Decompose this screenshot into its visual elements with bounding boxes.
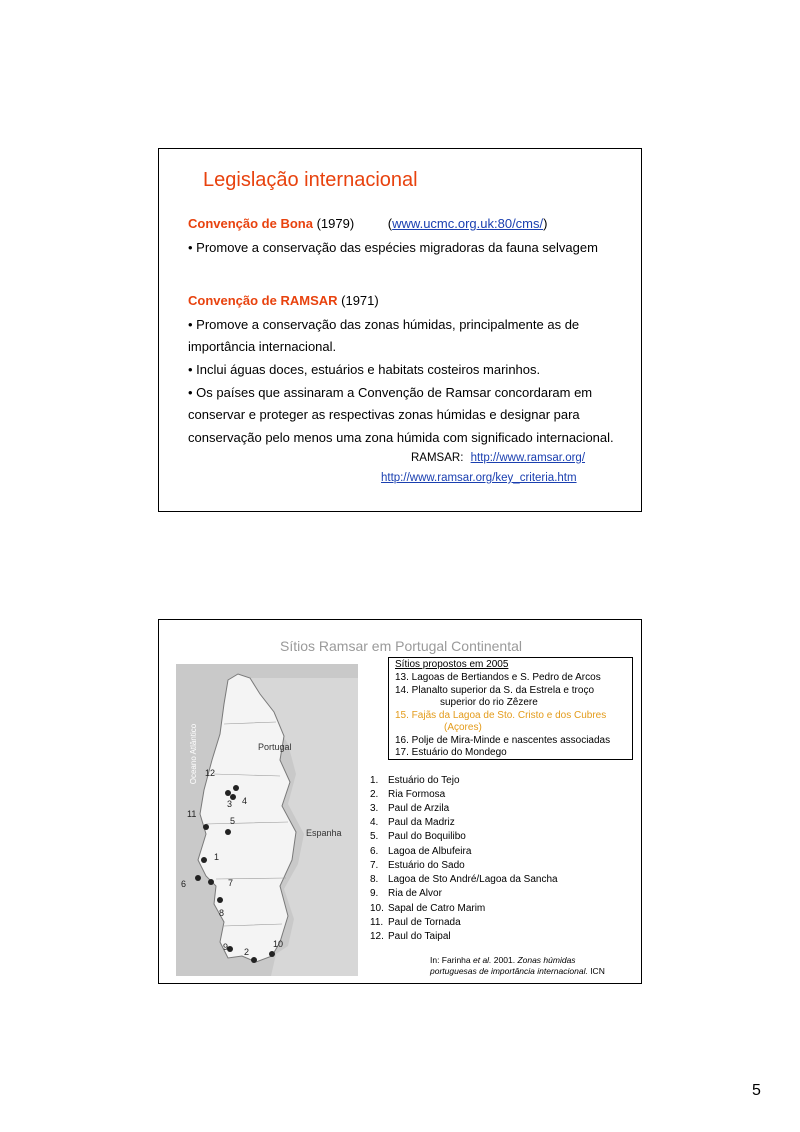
proposed-header: Sítios propostos em 2005 <box>395 659 509 670</box>
portugal-label: Portugal <box>258 742 292 752</box>
citation-etal: et al. <box>473 955 492 965</box>
slide-sitios-ramsar <box>158 619 642 984</box>
site-marker-10 <box>269 951 275 957</box>
site-name: Paul de Arzila <box>388 803 450 814</box>
site-list-item <box>370 917 461 929</box>
proposed-item: 16. Polje de Mira-Minde e nascentes associadas <box>395 735 611 746</box>
site-marker-8 <box>217 897 223 903</box>
citation-year: 2001. <box>491 955 518 965</box>
site-list-item <box>370 775 460 787</box>
bona-bullet: • Promove a conservação das espécies migradoras da fauna selvagem <box>188 240 598 255</box>
ramsar-line: importância internacional. <box>188 339 337 354</box>
slide-legislacao <box>158 148 642 512</box>
site-list-item <box>370 931 451 943</box>
ramsar-heading <box>188 293 379 309</box>
site-list-item <box>370 831 466 843</box>
site-name: Lagoa de Albufeira <box>388 846 472 857</box>
marker-label: 1 <box>214 852 220 862</box>
site-marker-5 <box>225 829 231 835</box>
marker-label: 10 <box>273 939 284 949</box>
site-number: 7. <box>370 860 379 871</box>
citation-prefix: In: Farinha <box>430 955 473 965</box>
site-list-item <box>370 874 558 886</box>
ramsar-year: (1971) <box>337 293 379 308</box>
slide-title: Legislação internacional <box>203 169 418 191</box>
site-marker-1 <box>201 857 207 863</box>
site-number: 6. <box>370 846 379 857</box>
site-marker-11 <box>203 824 209 830</box>
site-name: Estuário do Sado <box>388 860 465 871</box>
site-list-item <box>370 860 465 872</box>
site-number: 9. <box>370 888 379 899</box>
proposed-item: 13. Lagoas de Bertiandos e S. Pedro de Arcos <box>395 672 601 683</box>
ramsar-criteria-link[interactable]: http://www.ramsar.org/key_criteria.htm <box>381 472 577 484</box>
bona-heading <box>188 216 547 232</box>
bona-name: Convenção de Bona <box>188 216 313 231</box>
portugal-map <box>176 664 358 976</box>
site-number: 3. <box>370 803 379 814</box>
ramsar-ref-label: RAMSAR: <box>411 452 464 464</box>
marker-label: 5 <box>230 816 236 826</box>
site-list-item <box>370 888 442 900</box>
site-number: 8. <box>370 874 379 885</box>
marker-label: 9 <box>223 942 229 952</box>
page-number: 5 <box>752 1082 761 1099</box>
marker-label: 7 <box>228 878 234 888</box>
citation-publisher: ICN <box>587 966 605 976</box>
ramsar-line: • Os países que assinaram a Convenção de Ramsar concordaram em <box>188 385 593 400</box>
citation-title-2: portuguesas de importância internacional. <box>430 966 588 976</box>
proposed-item-acores: (Açores) <box>444 722 482 733</box>
bona-link[interactable]: www.ucmc.org.uk:80/cms/ <box>392 216 544 231</box>
site-name: Paul da Madriz <box>388 817 455 828</box>
site-name: Lagoa de Sto André/Lagoa da Sancha <box>388 874 558 885</box>
site-number: 10. <box>370 903 384 914</box>
marker-label: 6 <box>181 879 187 889</box>
citation-line-2 <box>430 966 605 977</box>
bona-year: (1979) <box>312 216 355 231</box>
site-name: Paul do Boquilibo <box>388 831 466 842</box>
site-number: 4. <box>370 817 379 828</box>
site-list-item <box>370 803 449 815</box>
ocean-label: Oceano Atlântico <box>189 723 198 785</box>
marker-label: 2 <box>244 947 250 957</box>
site-name: Estuário do Tejo <box>388 775 460 786</box>
site-name: Ria Formosa <box>388 789 446 800</box>
citation <box>430 955 605 977</box>
marker-label: 11 <box>187 809 197 819</box>
marker-label: 12 <box>205 768 216 778</box>
spain-label: Espanha <box>306 828 342 838</box>
marker-label: 3 <box>227 799 233 809</box>
slide-title: Sítios Ramsar em Portugal Continental <box>280 638 522 654</box>
citation-line-1 <box>430 955 605 966</box>
marker-label: 8 <box>219 908 225 918</box>
citation-title-1: Zonas húmidas <box>517 955 576 965</box>
bona-paren-open: ( <box>387 216 393 231</box>
proposed-item-acores: 15. Fajãs da Lagoa de Sto. Cristo e dos Cubres <box>395 710 607 721</box>
site-list-item <box>370 903 485 915</box>
proposed-sites-box <box>388 657 633 760</box>
site-list-item <box>370 846 471 858</box>
site-number: 12. <box>370 931 384 942</box>
ramsar-criteria-row <box>381 472 577 484</box>
proposed-item: 14. Planalto superior da S. da Estrela e troço <box>395 685 595 696</box>
ramsar-line: • Promove a conservação das zonas húmidas, principalmente as de <box>188 317 580 332</box>
site-number: 2. <box>370 789 379 800</box>
bona-paren-close: ) <box>543 216 548 231</box>
site-marker-6 <box>195 875 201 881</box>
ramsar-link[interactable]: http://www.ramsar.org/ <box>470 452 586 464</box>
proposed-item: 17. Estuário do Mondego <box>395 747 507 758</box>
site-name: Sapal de Catro Marim <box>388 903 486 914</box>
marker-label: 4 <box>242 796 248 806</box>
ramsar-line: conservar e proteger as respectivas zonas húmidas e designar para <box>188 407 580 422</box>
ramsar-line: conservação pelo menos uma zona húmida com significado internacional. <box>188 430 614 445</box>
site-number: 11. <box>370 917 384 928</box>
site-number: 1. <box>370 775 379 786</box>
ramsar-line: • Inclui águas doces, estuários e habitats costeiros marinhos. <box>188 362 541 377</box>
site-name: Paul de Tornada <box>388 917 461 928</box>
site-list-item <box>370 789 445 801</box>
site-list-item <box>370 817 455 829</box>
proposed-item: superior do rio Zêzere <box>440 697 538 708</box>
site-name: Ria de Alvor <box>388 888 442 899</box>
site-name: Paul do Taipal <box>388 931 451 942</box>
site-marker-12 <box>233 785 239 791</box>
ramsar-name: Convenção de RAMSAR <box>188 293 338 308</box>
site-marker-7 <box>208 879 214 885</box>
site-marker-3 <box>225 790 231 796</box>
site-marker-2 <box>251 957 257 963</box>
site-number: 5. <box>370 831 379 842</box>
ramsar-ref <box>411 452 585 464</box>
